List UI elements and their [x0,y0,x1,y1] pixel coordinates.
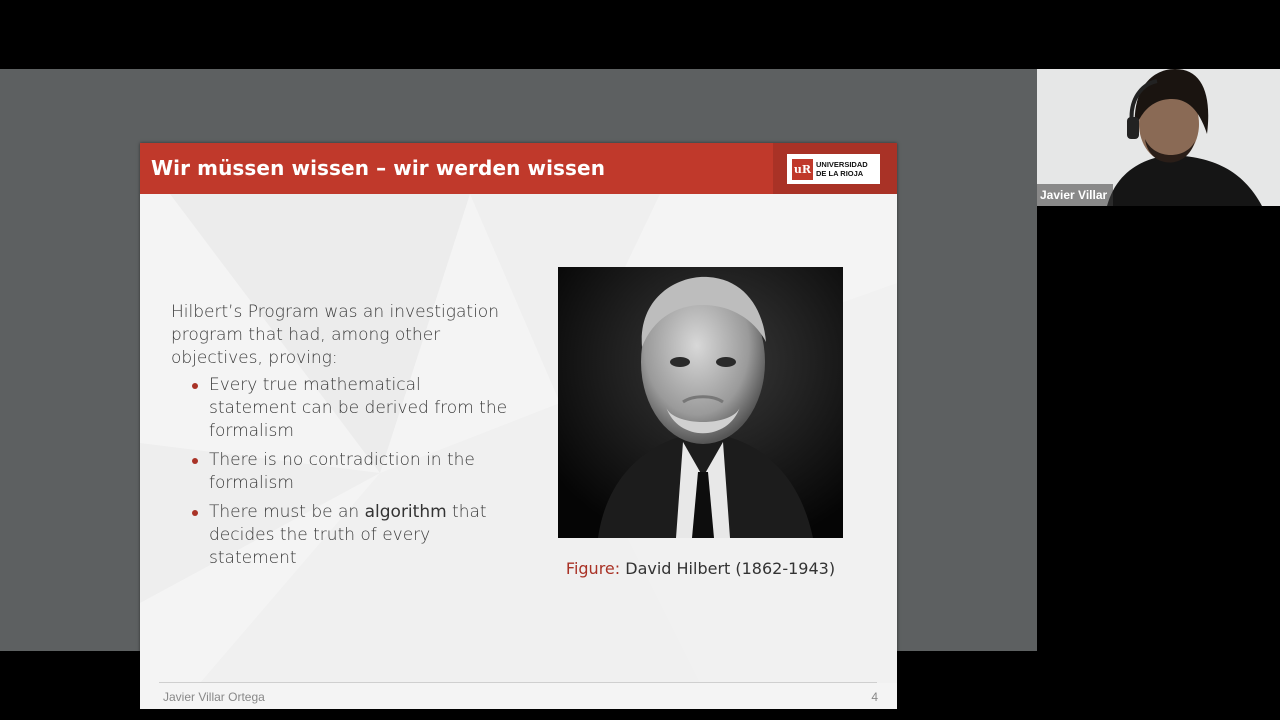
bullet-item: Every true mathematical statement can be derived from the formalism [171,374,511,443]
logo-mark: uR [792,159,813,180]
intro-paragraph: Hilbert’s Program was an investigation program that had, among other objectives, proving: [171,302,499,368]
portrait-image [558,267,843,538]
university-logo [787,154,880,184]
webcam-video[interactable] [1037,69,1280,206]
bullet-item: There is no contradiction in the formalism [171,449,511,495]
bullet-text-pre: There must be an [209,502,365,522]
caption-text: David Hilbert (1862-1943) [620,559,836,578]
footer-author: Javier Villar Ortega [163,690,265,704]
bullet-item [171,501,511,570]
portrait-illustration [558,267,843,538]
slide [140,143,897,709]
logo-line-1: UNIVERSIDAD [816,160,868,169]
slide-title-bar [140,143,897,194]
figure-caption [558,559,843,578]
caption-label: Figure: [565,559,621,578]
page-number: 4 [871,690,878,704]
bullet-text-post: that decides the truth of every statement [209,502,487,568]
bullet-bold-algorithm: algorithm [364,502,447,522]
logo-text [816,160,868,178]
slide-title: Wir müssen wissen – wir werden wissen [151,156,606,180]
participant-name-tag: Javier Villar [1037,184,1113,206]
presentation-stage [0,69,1037,704]
logo-line-2: DE LA RIOJA [816,169,864,178]
footer-divider [159,682,877,683]
bullet-list [171,374,511,570]
logo-container [773,143,897,194]
slide-body [171,301,511,576]
